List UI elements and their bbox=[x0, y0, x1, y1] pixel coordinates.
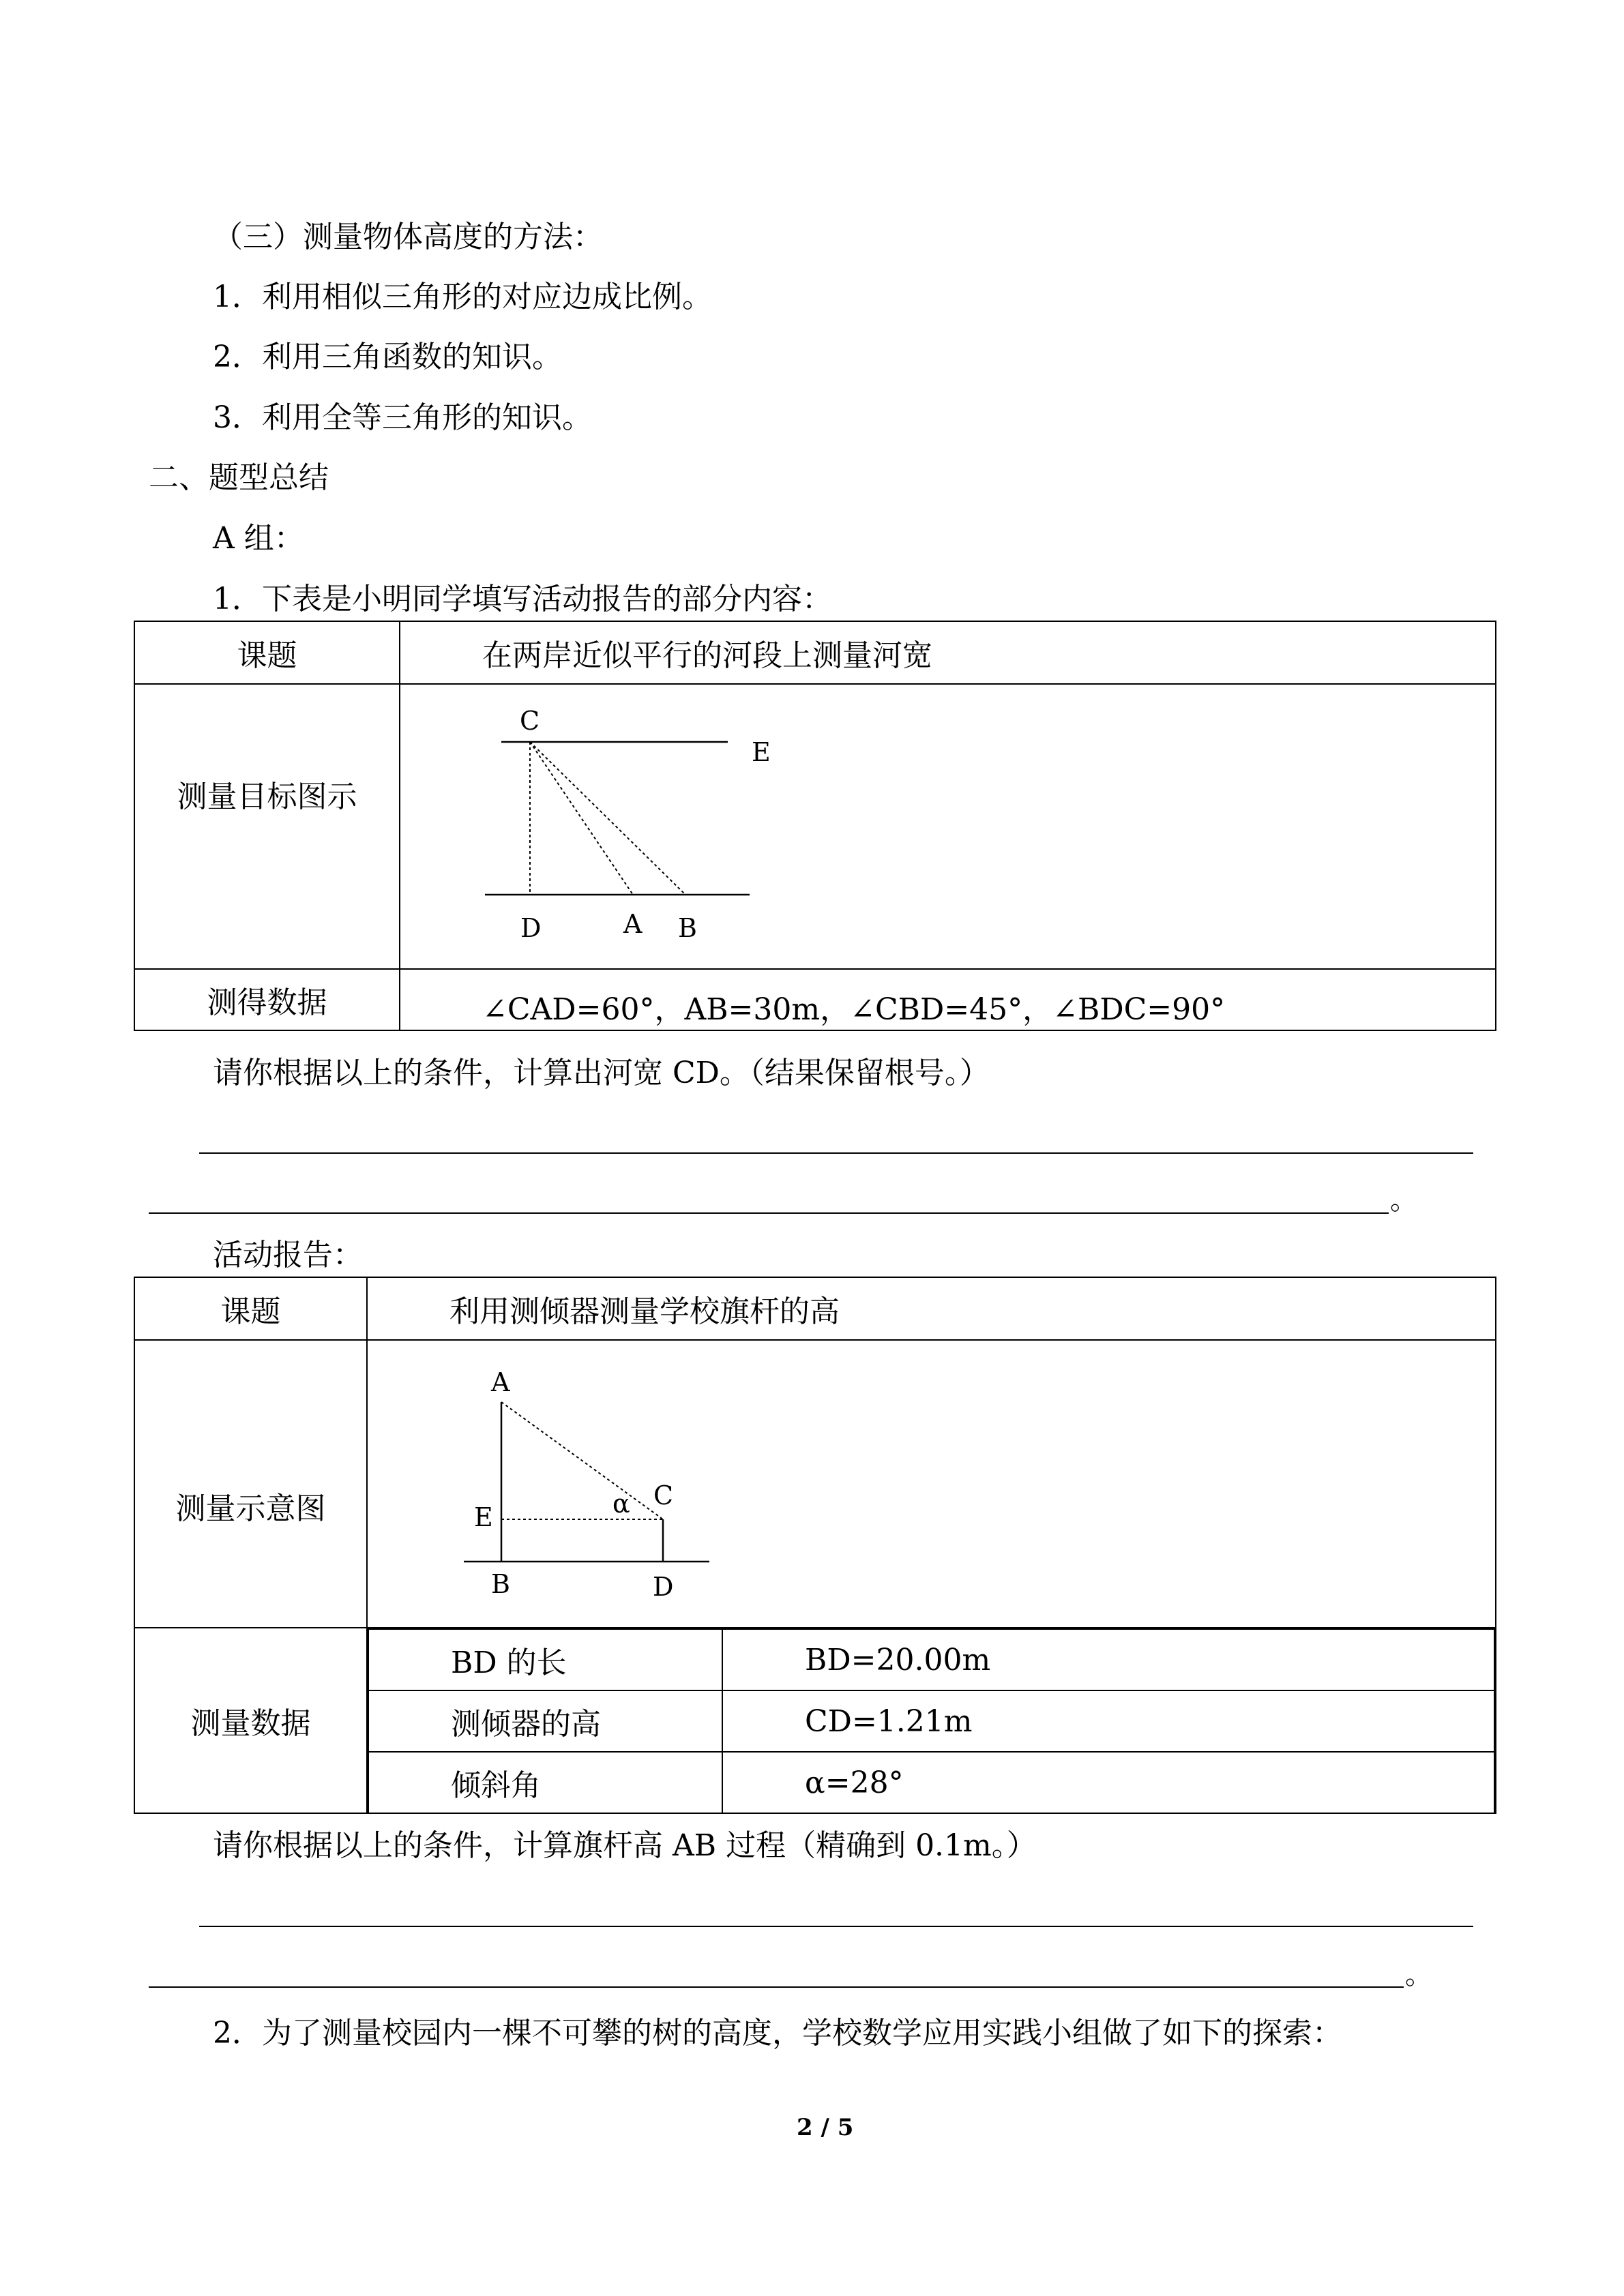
question-1b-prompt: 请你根据以上的条件，计算旗杆高 AB 过程（精确到 0.1m。） bbox=[213, 1828, 1037, 1863]
point-e-label: E bbox=[752, 737, 771, 767]
row-cd-name: 测倾器的高 bbox=[368, 1690, 722, 1752]
method-item-3: 3．利用全等三角形的知识。 bbox=[213, 400, 592, 435]
measure-data-table bbox=[368, 1628, 1495, 1813]
point-d-label: D bbox=[520, 913, 542, 943]
answer-line-4[interactable] bbox=[149, 1986, 1404, 1988]
line-ca bbox=[530, 742, 633, 895]
question-2: 2．为了测量校园内一棵不可攀的树的高度，学校数学应用实践小组做了如下的探索： bbox=[213, 2016, 1342, 2051]
flagpole-report-table bbox=[134, 1277, 1496, 1814]
river-diagram-cell bbox=[400, 684, 1496, 969]
point-b-label: B bbox=[678, 913, 697, 943]
row-alpha-name: 倾斜角 bbox=[368, 1752, 722, 1813]
page-number: 2 / 5 bbox=[797, 2114, 854, 2141]
sight-line-ca bbox=[501, 1402, 663, 1519]
section-title: 二、题型总结 bbox=[149, 460, 329, 495]
diagram-label-2: 测量示意图 bbox=[134, 1340, 367, 1628]
topic-label-2: 课题 bbox=[134, 1277, 367, 1340]
answer-line-2[interactable] bbox=[149, 1212, 1389, 1214]
point-a-label-2: A bbox=[491, 1367, 510, 1397]
report-heading: 活动报告： bbox=[213, 1238, 363, 1272]
point-e-label-2: E bbox=[474, 1502, 493, 1532]
topic-label: 课题 bbox=[134, 621, 400, 684]
river-width-report-table bbox=[134, 621, 1496, 1031]
row-cd-value: CD=1.21m bbox=[722, 1690, 1494, 1752]
flagpole-figure bbox=[450, 1364, 743, 1609]
row-alpha-value: α=28° bbox=[722, 1752, 1494, 1813]
measure-data-cell bbox=[367, 1628, 1496, 1813]
method-item-2: 2．利用三角函数的知识。 bbox=[213, 340, 562, 374]
method-item-1: 1．利用相似三角形的对应边成比例。 bbox=[213, 280, 712, 314]
point-b-label-2: B bbox=[491, 1569, 510, 1599]
answer-line-3[interactable] bbox=[199, 1926, 1473, 1927]
diagram-label: 测量目标图示 bbox=[134, 684, 400, 969]
question-1: 1．下表是小明同学填写活动报告的部分内容： bbox=[213, 582, 832, 616]
alpha-label: α bbox=[612, 1489, 630, 1519]
answer-line-4-period: 。 bbox=[1405, 1959, 1432, 1991]
answer-line-1[interactable] bbox=[199, 1152, 1473, 1154]
point-c-label-2: C bbox=[653, 1480, 674, 1510]
method-heading: （三）测量物体高度的方法： bbox=[213, 220, 603, 254]
answer-line-2-period: 。 bbox=[1390, 1184, 1417, 1216]
data-value: ∠CAD=60°，AB=30m，∠CBD=45°，∠BDC=90° bbox=[400, 969, 1496, 1030]
topic-value: 在两岸近似平行的河段上测量河宽 bbox=[400, 621, 1496, 684]
question-1-prompt: 请你根据以上的条件，计算出河宽 CD。（结果保留根号。） bbox=[213, 1056, 990, 1090]
row-bd-name: BD 的长 bbox=[368, 1629, 722, 1690]
group-label: A 组： bbox=[213, 521, 304, 556]
line-cb bbox=[530, 742, 685, 895]
point-d-label-2: D bbox=[653, 1572, 674, 1602]
topic-value-2: 利用测倾器测量学校旗杆的高 bbox=[367, 1277, 1496, 1340]
point-a-label: A bbox=[623, 909, 643, 939]
measure-data-label: 测量数据 bbox=[134, 1628, 367, 1813]
data-label: 测得数据 bbox=[134, 969, 400, 1030]
point-c-label: C bbox=[520, 706, 540, 736]
row-bd-value: BD=20.00m bbox=[722, 1629, 1494, 1690]
river-diagram bbox=[482, 685, 782, 951]
